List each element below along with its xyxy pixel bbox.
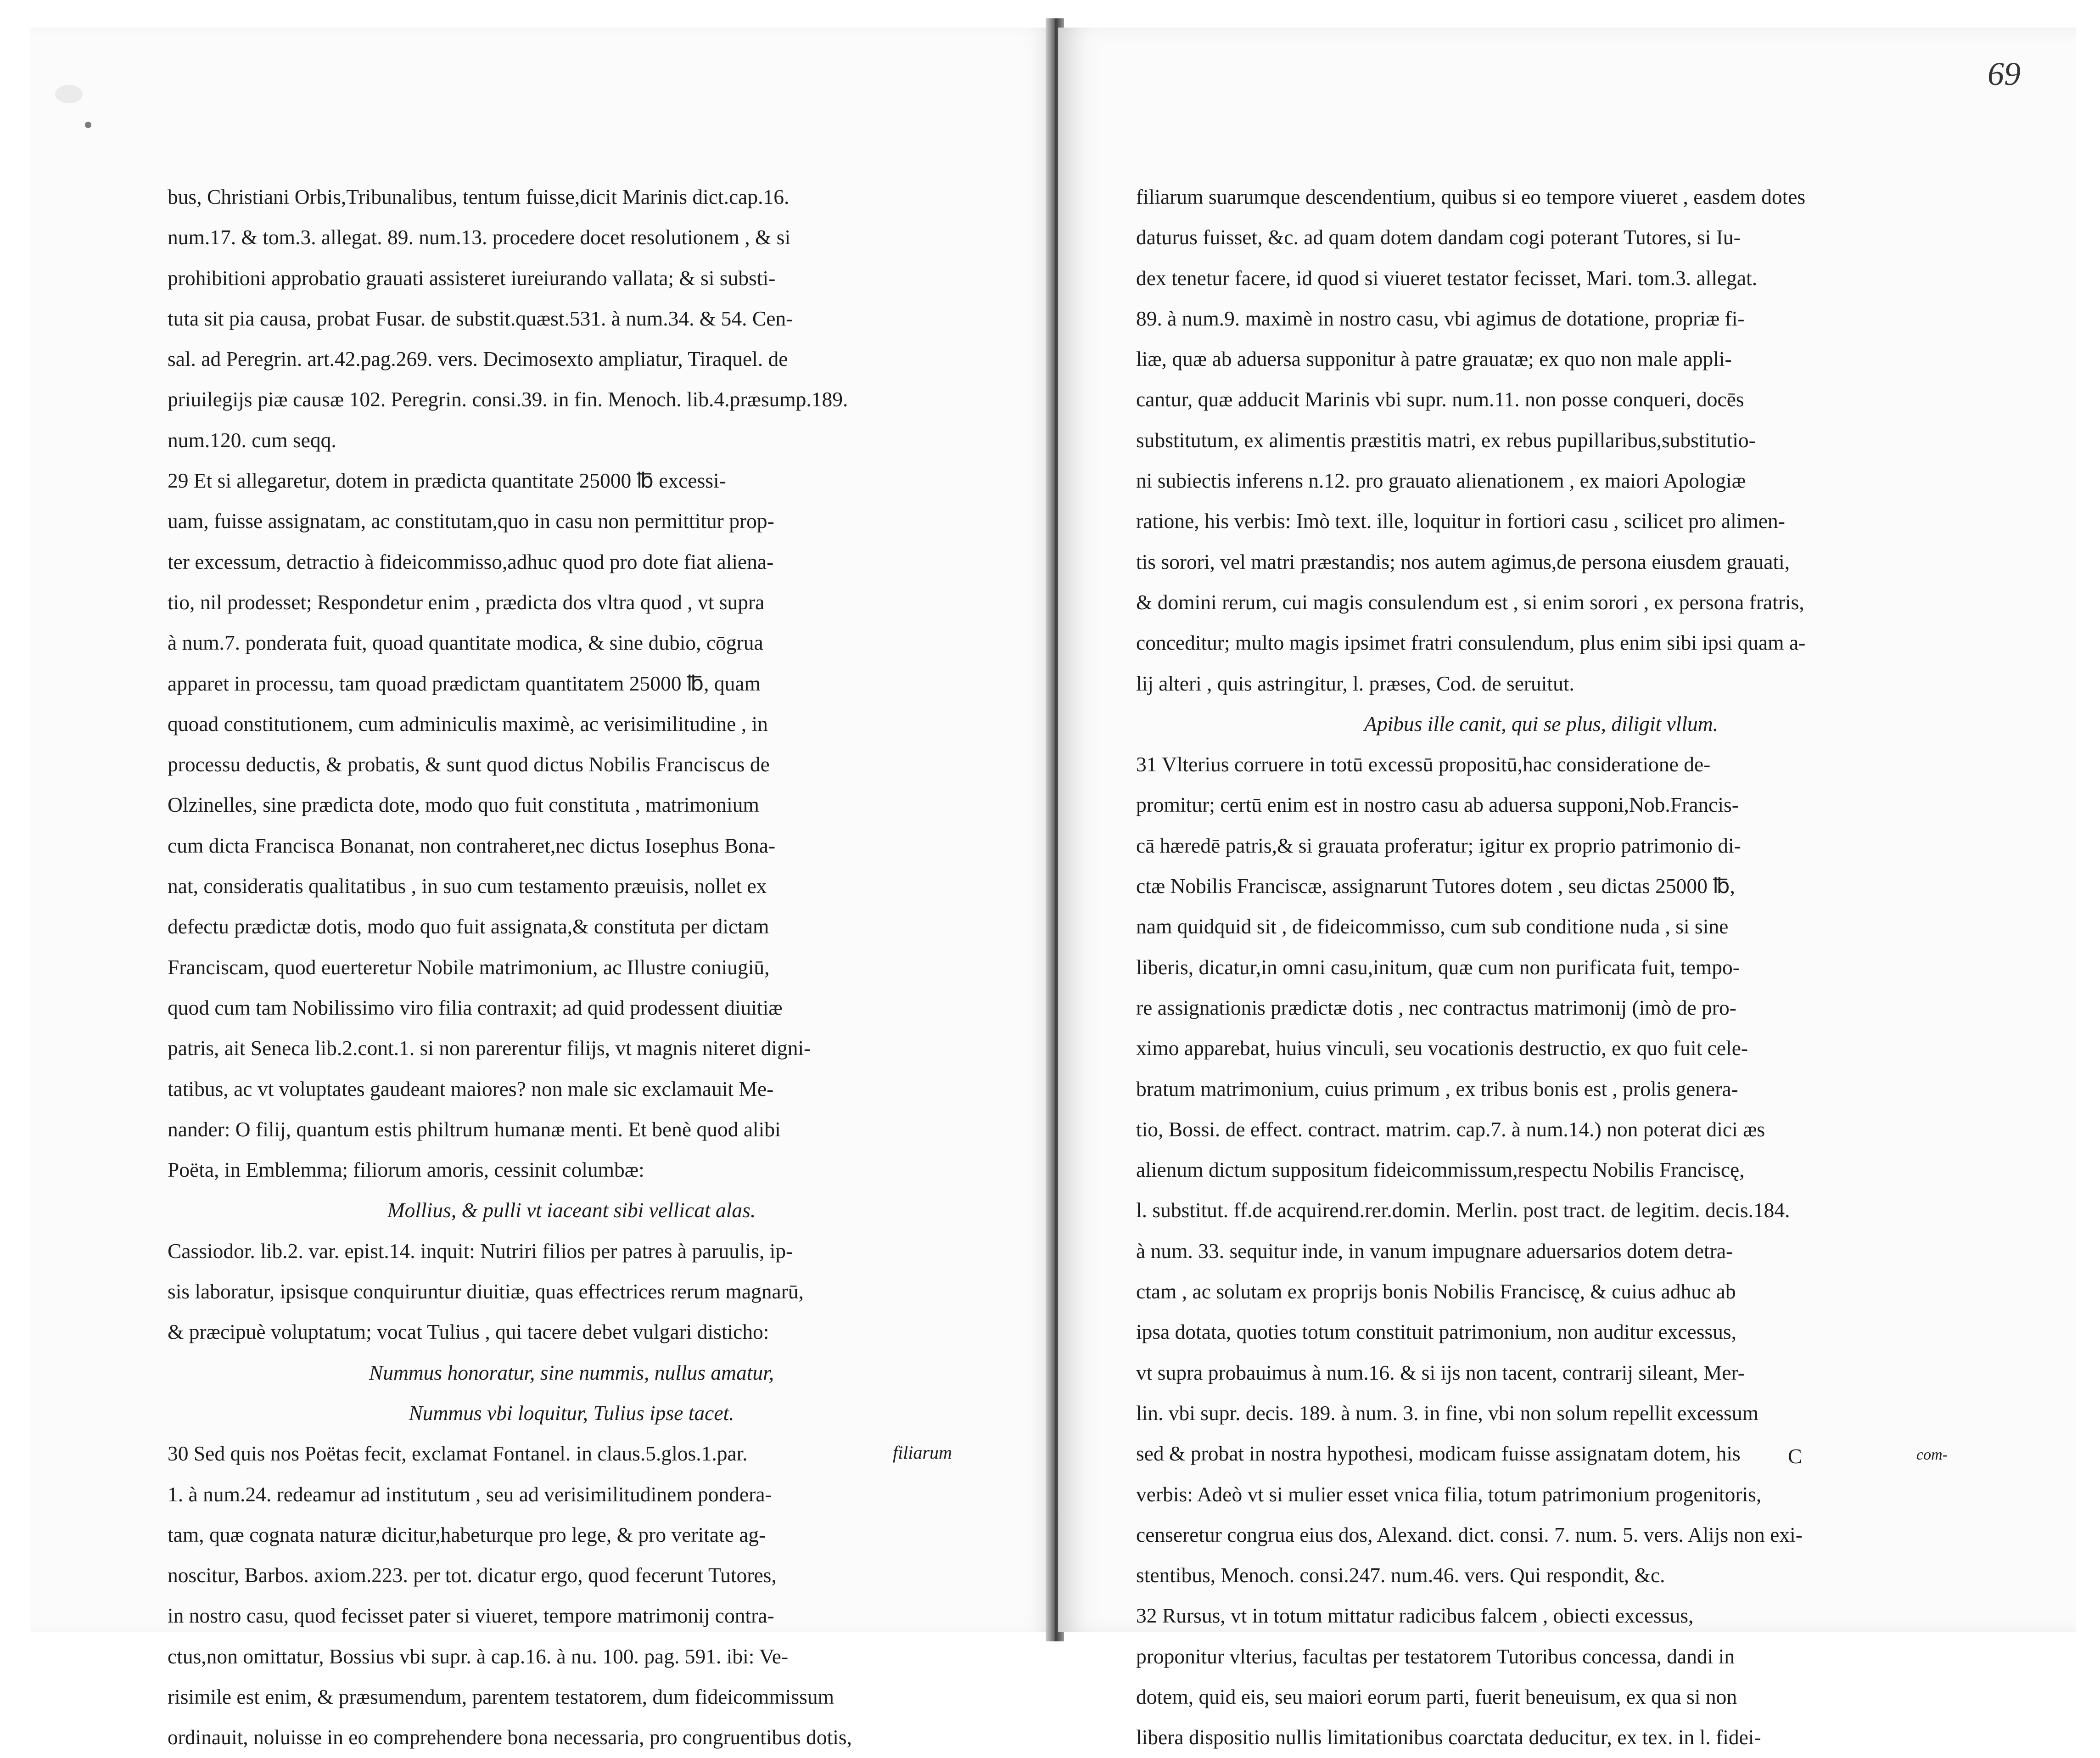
ink-dot [85,122,91,128]
text-line: sed & probat in nostra hypothesi, modicam fuisse assignatam dotem, his [1136,1442,1741,1466]
text-line: 29 Et si allegaretur, dotem in prædicta quantitate 25000 ℔ excessi- [168,469,726,493]
text-line: tatibus, ac vt voluptates gaudeant maiores? non male sic exclamauit Me- [168,1077,774,1101]
text-line: dotem, quid eis, seu maiori eorum parti, fuerit beneuisum, ex qua si non [1136,1685,1737,1708]
text-line: dex tenetur facere, id quod si viueret testator fecisset, Mari. tom.3. allegat. [1136,266,1758,290]
text-line: re assignationis prædictæ dotis , nec contractus matrimonij (imò de pro- [1136,995,1736,1019]
text-line: Mollius, & pulli vt iaceant sibi vellicat alas. [387,1198,756,1222]
text-line: substitutum, ex alimentis præstitis matri, ex rebus pupillaribus,substitutio- [1136,428,1756,452]
text-line: l. substitut. ff.de acquirend.rer.domin. Merlin. post tract. de legitim. decis.184. [1136,1198,1790,1222]
text-line: tam, quæ cognata naturæ dicitur,habeturque pro lege, & pro veritate ag- [168,1522,766,1546]
text-line: Apibus ille canit, qui se plus, diligit vllum. [1364,712,1718,736]
text-line: processu deductis, & probatis, & sunt quod dictus Nobilis Franciscus de [168,753,770,776]
text-line: bratum matrimonium, cuius primum , ex tribus bonis est , prolis genera- [1136,1077,1738,1101]
text-line: apparet in processu, tam quoad prædictam quantitatem 25000 ℔, quam [168,671,761,695]
text-line: noscitur, Barbos. axiom.223. per tot. dicatur ergo, quod fecerunt Tutores, [168,1563,777,1587]
text-line: lij alteri , quis astringitur, l. præses, Cod. de seruitut. [1136,671,1574,695]
text-line: daturus fuisset, &c. ad quam dotem dandam cogi poterant Tutores, si Iu- [1136,225,1741,249]
text-line: sal. ad Peregrin. art.42.pag.269. vers. Decimosexto ampliatur, Tiraquel. de [168,347,788,371]
text-line: conceditur; multo magis ipsimet fratri consulendum, plus enim sibi ipsi quam a- [1136,631,1806,655]
text-line: cum dicta Francisca Bonanat, non contraheret,nec dictus Iosephus Bona- [168,833,776,857]
right-page-text [1136,177,1946,1758]
text-line: liberis, dicatur,in omni casu,initum, quæ cum non purificata fuit, tempo- [1136,955,1740,979]
text-line: promitur; certū enim est in nostro casu ab aduersa supponi,Nob.Francis- [1136,793,1739,817]
page-stain [55,85,83,103]
text-line: verbis: Adeò vt si mulier esset vnica filia, totum patrimonium progenitoris, [1136,1482,1762,1506]
text-line: à num.7. ponderata fuit, quoad quantitate modica, & sine dubio, cōgrua [168,631,763,655]
text-line: defectu prædictæ dotis, modo quo fuit assignata,& constituta per dictam [168,915,769,938]
text-line: ordinauit, noluisse in eo comprehendere bona necessaria, pro congruentibus dotis, [168,1725,852,1749]
text-line: prohibitioni approbatio grauati assisteret iureiurando vallata; & si substi- [168,266,776,290]
text-line: stentibus, Menoch. consi.247. num.46. vers. Qui respondit, &c. [1136,1563,1665,1587]
text-line: vt supra probauimus à num.16. & si ijs non tacent, contrarij sileant, Mer- [1136,1360,1745,1384]
text-line: lin. vbi supr. decis. 189. à num. 3. in fine, vbi non solum repellit excessum [1136,1401,1758,1425]
text-line: 1. à num.24. redeamur ad institutum , seu ad verisimilitudinem pondera- [168,1482,772,1506]
text-line: quoad constitutionem, cum adminiculis maximè, ac verisimilitudine , in [168,712,768,736]
text-line: à num. 33. sequitur inde, in vanum impugnare aduersarios dotem detra- [1136,1239,1733,1263]
text-line: sis laboratur, ipsisque conquiruntur diuitiæ, quas effectrices rerum magnarū, [168,1280,804,1303]
text-line: liæ, quæ ab aduersa supponitur à patre grauatæ; ex quo non male appli- [1136,347,1732,371]
text-line: 31 Vlterius corruere in totū excessū propositū,hac consideratione de- [1136,753,1711,776]
text-line: & præcipuè voluptatum; vocat Tulius , qui tacere debet vulgari disticho: [168,1320,769,1344]
text-line: Franciscam, quod euerteretur Nobile matrimonium, ac Illustre coniugiū, [168,955,770,979]
text-line: 89. à num.9. maximè in nostro casu, vbi agimus de dotatione, propriæ fi- [1136,306,1745,330]
text-line: tio, Bossi. de effect. contract. matrim. cap.7. à num.14.) non poterat dici æs [1136,1117,1765,1141]
text-line: filiarum suarumque descendentium, quibus si eo tempore viueret , easdem dotes [1136,185,1806,208]
right-catchword: com- [1916,1446,1948,1463]
text-line: quod cum tam Nobilissimo viro filia contraxit; ad quid prodessent diuitiæ [168,995,783,1019]
text-line: libera dispositio nullis limitationibus coarctata deducitur, ex tex. in l. fidei- [1136,1725,1761,1749]
text-line: Cassiodor. lib.2. var. epist.14. inquit: Nutriri filios per patres à paruulis, ip- [168,1239,793,1263]
text-line: ipsa dotata, quoties totum constituit patrimonium, non auditur excessus, [1136,1320,1736,1344]
text-line: ctæ Nobilis Franciscæ, assignarunt Tutores dotem , seu dictas 25000 ℔, [1136,874,1735,898]
text-line: Poëta, in Emblemma; filiorum amoris, cessinit columbæ: [168,1158,644,1182]
text-line: ter excessum, detractio à fideicommisso,adhuc quod pro dote fiat aliena- [168,550,774,573]
text-line: num.120. cum seqq. [168,428,336,452]
text-line: risimile est enim, & præsumendum, parentem testatorem, dum fideicommissum [168,1685,834,1708]
left-catchword: filiarum [893,1442,952,1463]
text-line: ximo apparebat, huius vinculi, seu vocationis destructio, ex quo fuit cele- [1136,1036,1748,1060]
text-line: uam, fuisse assignatam, ac constitutam,quo in casu non permittitur prop- [168,509,774,533]
text-line: Nummus honoratur, sine nummis, nullus amatur, [369,1360,774,1384]
text-line: 30 Sed quis nos Poëtas fecit, exclamat Fontanel. in claus.5.glos.1.par. [168,1442,748,1466]
text-line: censeretur congrua eius dos, Alexand. dict. consi. 7. num. 5. vers. Alijs non exi- [1136,1522,1803,1546]
text-line: & domini rerum, cui magis consulendum est , si enim sorori , ex persona fratris, [1136,590,1804,614]
signature-mark: C [1788,1444,1802,1468]
text-line: Olzinelles, sine prædicta dote, modo quo fuit constituta , matrimonium [168,793,759,817]
text-line: cantur, quæ adducit Marinis vbi supr. num.11. non posse conqueri, docēs [1136,388,1744,411]
folio-number: 69 [1988,56,2021,92]
text-line: alienum dictum suppositum fideicommissum,respectu Nobilis Franciscę, [1136,1158,1745,1182]
text-line: cā hæredē patris,& si grauata proferatur; igitur ex proprio patrimonio di- [1136,833,1741,857]
text-line: nander: O filij, quantum estis philtrum humanæ menti. Et benè quod alibi [168,1117,781,1141]
text-line: ni subiectis inferens n.12. pro grauato alienationem , ex maiori Apologiæ [1136,469,1746,493]
text-line: proponitur vlterius, facultas per testatorem Tutoribus concessa, dandi in [1136,1644,1735,1668]
text-line: ctus,non omittatur, Bossius vbi supr. à cap.16. à nu. 100. pag. 591. ibi: Ve- [168,1644,789,1668]
text-line: nat, consideratis qualitatibus , in suo cum testamento præuisis, nollet ex [168,874,767,898]
text-line: ctam , ac solutam ex proprijs bonis Nobilis Franciscę, & cuius adhuc ab [1136,1280,1736,1303]
text-line: patris, ait Seneca lib.2.cont.1. si non parerentur filijs, vt magnis niteret digni- [168,1036,811,1060]
text-line: bus, Christiani Orbis,Tribunalibus, tentum fuisse,dicit Marinis dict.cap.16. [168,185,790,208]
text-line: priuilegijs piæ causæ 102. Peregrin. consi.39. in fin. Menoch. lib.4.præsump.189. [168,388,848,411]
text-line: tis sorori, vel matri præstandis; nos autem agimus,de persona eiusdem grauati, [1136,550,1790,573]
text-line: tio, nil prodesset; Respondetur enim , prædicta dos vltra quod , vt supra [168,590,765,614]
text-line: tuta sit pia causa, probat Fusar. de substit.quæst.531. à num.34. & 54. Cen- [168,306,793,330]
text-line: ratione, his verbis: Imò text. ille, loquitur in fortiori casu , scilicet pro alimen- [1136,509,1785,533]
text-line: nam quidquid sit , de fideicommisso, cum sub conditione nuda , si sine [1136,915,1729,938]
text-line: in nostro casu, quod fecisset pater si viueret, tempore matrimonij contra- [168,1604,774,1628]
text-line: num.17. & tom.3. allegat. 89. num.13. procedere docet resolutionem , & si [168,225,791,249]
left-page-text [168,177,975,1758]
text-line: 32 Rursus, vt in totum mittatur radicibus falcem , obiecti excessus, [1136,1604,1694,1628]
text-line: Nummus vbi loquitur, Tulius ipse tacet. [409,1401,734,1425]
